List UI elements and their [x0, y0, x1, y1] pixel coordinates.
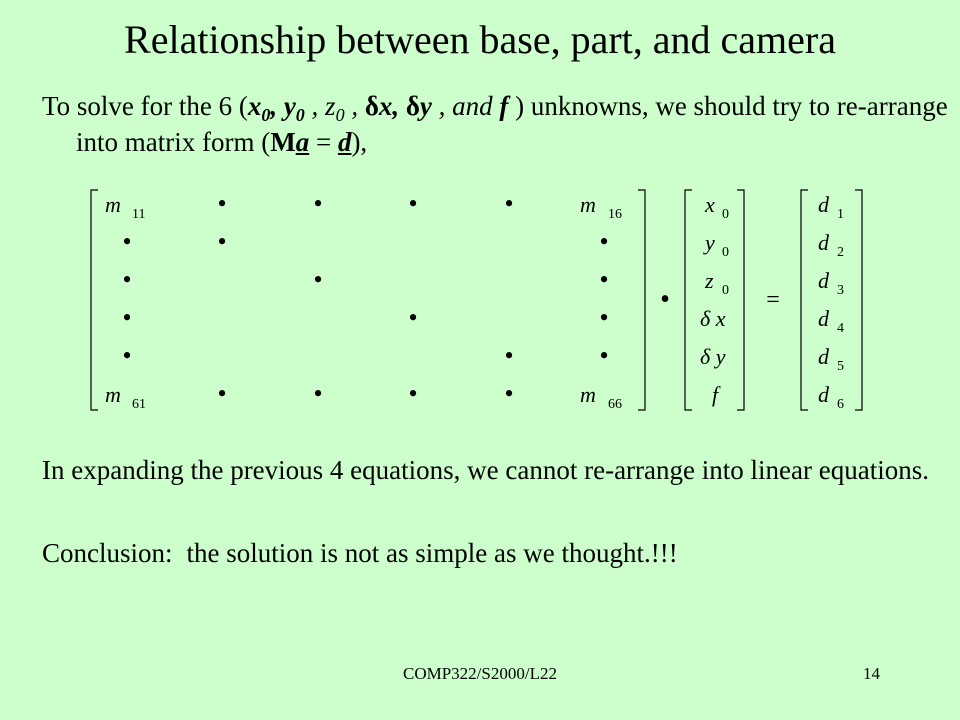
m61-sub: 61: [132, 397, 146, 412]
m11-sub: 11: [132, 207, 146, 222]
and-text: , and: [431, 91, 500, 121]
dot: •: [122, 303, 132, 332]
dot: •: [217, 379, 227, 408]
conclusion-label: Conclusion:: [42, 538, 173, 568]
vec-d-6: d: [818, 382, 829, 407]
comma-3: ,: [344, 91, 365, 121]
dot: •: [313, 189, 323, 218]
vec-a-z0: z: [705, 268, 714, 293]
slide-title: Relationship between base, part, and camera: [124, 17, 836, 62]
dot: •: [408, 379, 418, 408]
vec-d-3-sub: 3: [837, 283, 844, 298]
conclusion-paragraph: [42, 535, 956, 571]
vec-d-1: d: [818, 192, 829, 217]
vector-a-entries: [700, 192, 729, 407]
var-delta-y: δy: [405, 91, 432, 121]
matrix-M: M: [270, 127, 296, 157]
vec-a-dy: δ y: [700, 344, 726, 369]
vec-a-z0-sub: 0: [722, 283, 729, 298]
m11-base: m: [105, 192, 121, 217]
slide-number: 14: [863, 664, 880, 683]
dot: •: [313, 379, 323, 408]
conclusion-text: the solution is not as simple as we thought.!!!: [186, 538, 678, 568]
comma-2: ,: [304, 91, 326, 121]
var-x0: $x_0$: [247, 91, 271, 125]
vec-d-2: d: [818, 230, 829, 255]
dot: •: [122, 341, 132, 370]
dot: •: [122, 265, 132, 294]
vector-d-entries: [818, 192, 844, 412]
m16-sub: 16: [608, 207, 622, 222]
m66-sub: 66: [608, 397, 622, 412]
matrix-brackets: [91, 190, 862, 410]
vec-d-5: d: [818, 344, 829, 369]
dot: •: [504, 189, 514, 218]
vec-a-y0: y: [705, 230, 715, 255]
vec-d-4: d: [818, 306, 829, 331]
dot: •: [408, 303, 418, 332]
vector-a: a: [295, 127, 310, 157]
vector-d: d: [337, 127, 352, 157]
dot: •: [217, 189, 227, 218]
multiply-dot: •: [660, 284, 670, 315]
expansion-paragraph: In expanding the previous 4 equations, we cannot re-arrange into linear equations.: [42, 455, 929, 485]
dot: •: [313, 265, 323, 294]
equals-text: =: [309, 127, 338, 157]
m16-base: m: [580, 192, 596, 217]
intro-text-3: ),: [351, 127, 368, 157]
vec-d-2-sub: 2: [837, 245, 844, 260]
m61-base: m: [105, 382, 121, 407]
footer-course: COMP322/S2000/L22: [403, 664, 557, 683]
vec-d-3: d: [818, 268, 829, 293]
equals-sign: =: [766, 287, 780, 313]
dot: •: [599, 227, 609, 256]
vec-d-6-sub: 6: [837, 397, 844, 412]
vec-a-x0-sub: 0: [722, 207, 729, 222]
var-y0: $y_0$: [283, 91, 305, 125]
dot: •: [504, 379, 514, 408]
var-f: f: [499, 91, 509, 121]
dot: •: [504, 341, 514, 370]
var-z0: $z_0$: [325, 91, 345, 125]
var-delta-x: δx,: [364, 91, 406, 121]
vec-a-y0-sub: 0: [722, 245, 729, 260]
intro-text-1: To solve for the 6 (: [42, 91, 248, 121]
vec-a-f: f: [712, 382, 719, 407]
matrix-dots: [122, 189, 608, 408]
vec-d-5-sub: 5: [837, 359, 844, 374]
dot: •: [599, 341, 609, 370]
dot: •: [122, 227, 132, 256]
comma-1: ,: [270, 91, 284, 121]
dot: •: [599, 303, 609, 332]
vec-d-4-sub: 4: [837, 321, 844, 336]
intro-text-2: ) unknowns, we should try to re-arrange into matrix form (: [76, 91, 948, 157]
dot: •: [408, 189, 418, 218]
m66-base: m: [580, 382, 596, 407]
dot: •: [217, 227, 227, 256]
vec-a-dx: δ x: [700, 306, 726, 331]
dot: •: [599, 265, 609, 294]
vec-a-x0: x: [705, 192, 715, 217]
vec-d-1-sub: 1: [837, 207, 844, 222]
